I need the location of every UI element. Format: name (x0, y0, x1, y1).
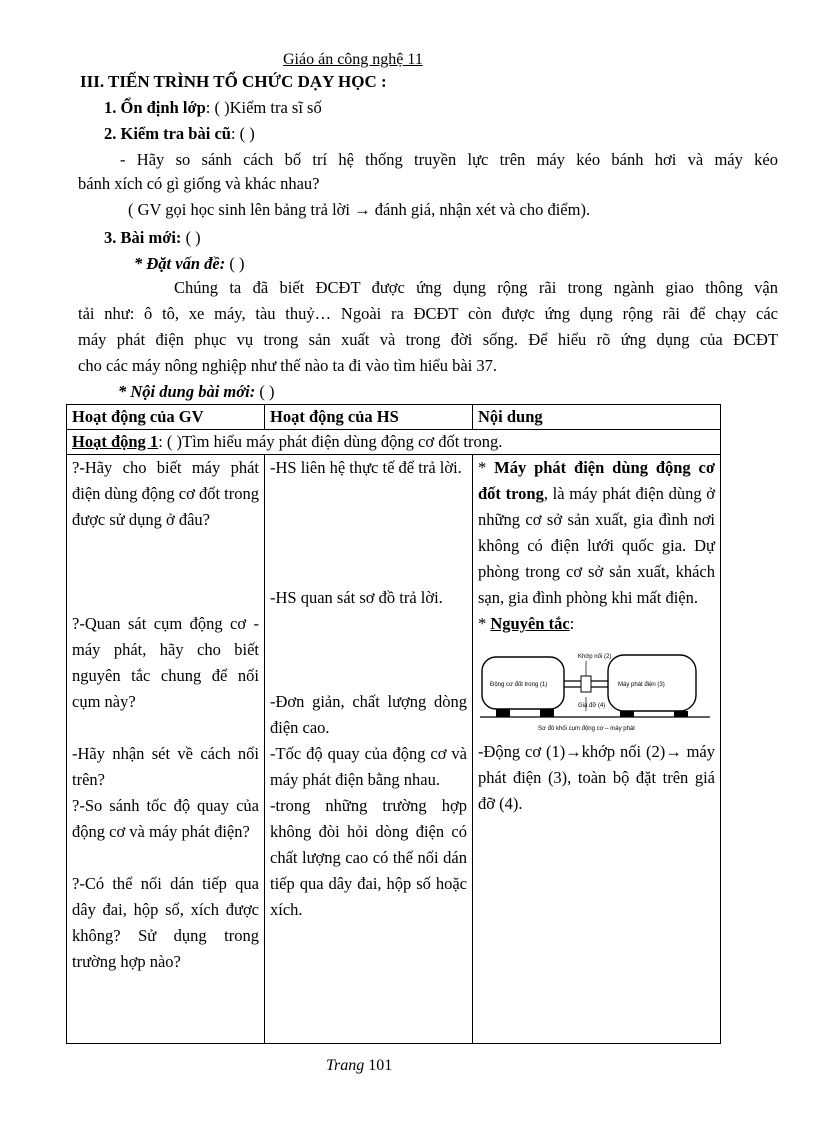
noi-dung-bai-moi (118, 382, 274, 402)
principle-colon: : (569, 614, 575, 633)
hs-cell (265, 455, 473, 1044)
noi-dung-text: ( ) (255, 382, 275, 401)
header-hs: Hoạt động của HS (265, 405, 473, 430)
header-gv: Hoạt động của GV (67, 405, 265, 430)
dat-van-de (134, 254, 244, 274)
definition-prefix: * (478, 458, 495, 477)
stand-label: Giá đỡ (4) (578, 703, 606, 709)
definition-text: , là máy phát điện dùng ở những cơ sở sản xuất, gia đình nơi không có điện lưới quốc gia. Dự phòng trong cơ sở sản xuất, khách sạn, gia đình phòng khi mất điện. (478, 484, 716, 607)
hs-answer-2: -HS quan sát sơ đồ trả lời. (270, 588, 443, 607)
hs-answer-3: -Đơn giản, chất lượng dòng điện cao. (270, 692, 467, 737)
question-line-1: - Hãy so sánh cách bố trí hệ thống truyền lực trên máy kéo bánh hơi và máy kéo (120, 150, 778, 169)
gv-question-1: ?-Hãy cho biết máy phát điện dùng động cơ đốt trong được sử dụng ở đâu? (72, 458, 259, 529)
activity-text: : ( )Tìm hiểu máy phát điện dùng động cơ đốt trong. (158, 432, 503, 451)
content-cell (473, 455, 721, 1044)
header-content: Nội dung (473, 405, 721, 430)
activity-row (67, 430, 721, 455)
intro-line-1: Chúng ta đã biết ĐCĐT được ứng dụng rộng rãi trong ngành giao thông vận (174, 278, 778, 297)
principle-prefix: * (478, 614, 491, 633)
dat-van-de-label: * Đặt vấn đề: (134, 254, 226, 273)
page-footer (326, 1056, 392, 1076)
definition (478, 455, 715, 611)
gv-question-2: ?-Quan sát cụm động cơ - máy phát, hãy cho biết nguyên tắc chung để nối cụm này? (72, 614, 259, 711)
page-number: 101 (364, 1057, 393, 1074)
gv-note: ( GV gọi học sinh lên bảng trả lời → đánh giá, nhận xét và cho điểm). (128, 200, 591, 219)
gv-question-4: ?-So sánh tốc độ quay của động cơ và máy phát điện? (72, 796, 259, 841)
footer-prefix: Trang (326, 1057, 365, 1074)
kiem-tra-bai-cu (104, 124, 255, 144)
on-dinh-label: 1. Ổn định lớp (104, 98, 206, 117)
intro-line-3: máy phát điện phục vụ trong sản xuất và trong đời sống. Để hiểu rõ ứng dụng của ĐCĐT (78, 330, 778, 349)
activity-label: Hoạt động 1 (72, 432, 159, 451)
engine-generator-diagram (478, 645, 712, 735)
hs-answer-1: -HS liên hệ thực tế để trả lời. (270, 458, 462, 477)
intro-line-4: cho các máy nông nghiệp như thế nào ta đi vào tìm hiểu bài 37. (78, 356, 498, 375)
kiem-tra-text: : ( ) (230, 124, 255, 143)
principle-label: Nguyên tắc (490, 614, 570, 633)
on-dinh-lop (104, 98, 322, 118)
principle-heading (478, 611, 715, 637)
principle-text: -Động cơ (1)→khớp nối (2)→ máy phát điện (3), toàn bộ đặt trên giá đỡ (4). (478, 742, 715, 813)
gv-question-3: -Hãy nhận sét về cách nối trên? (72, 744, 259, 789)
noi-dung-label: * Nội dung bài mới: (118, 382, 256, 401)
hs-answer-5: -trong những trường hợp không đòi hỏi dòng điện có chất lượng cao có thể nối dán tiếp qua dây đai, hộp số hoặc xích. (270, 796, 467, 919)
dat-van-de-text: ( ) (225, 254, 245, 273)
diagram-caption: Sơ đồ khối cụm động cơ – máy phát (538, 726, 635, 732)
gv-question-5: ?-Có thể nối dán tiếp qua dây đai, hộp số, xích được không? Sử dụng trong trường hợp nào? (72, 874, 259, 971)
activity-cell (67, 430, 721, 455)
coupling-shape (581, 676, 591, 692)
on-dinh-text: : ( )Kiểm tra sĩ số (205, 98, 322, 117)
generator-label: Máy phát điện (3) (618, 682, 665, 688)
bai-moi-text: ( ) (181, 228, 201, 247)
kiem-tra-label: 2. Kiểm tra bài cũ (104, 124, 231, 143)
intro-line-2: tải như: ô tô, xe máy, tàu thuỷ… Ngoài ra ĐCĐT còn được ứng dụng rộng rãi để chạy các (78, 304, 778, 323)
table-row (67, 455, 721, 1044)
table-header-row (67, 405, 721, 430)
definition-term: Máy phát điện dùng động cơ đốt trong (478, 458, 715, 503)
page-header: Giáo án công nghệ 11 (283, 51, 423, 68)
bai-moi (104, 228, 201, 248)
coupling-label: Khớp nối (2) (578, 654, 612, 660)
bai-moi-label: 3. Bài mới: (104, 228, 182, 247)
lesson-table (66, 404, 721, 1044)
section-title: III. TIẾN TRÌNH TỔ CHỨC DẠY HỌC : (80, 72, 387, 91)
engine-label: Động cơ đốt trong (1) (490, 682, 548, 688)
gv-cell (67, 455, 265, 1044)
hs-answer-4: -Tốc độ quay của động cơ và máy phát điện bằng nhau. (270, 744, 467, 789)
question-line-2: bánh xích có gì giống và khác nhau? (78, 174, 320, 193)
